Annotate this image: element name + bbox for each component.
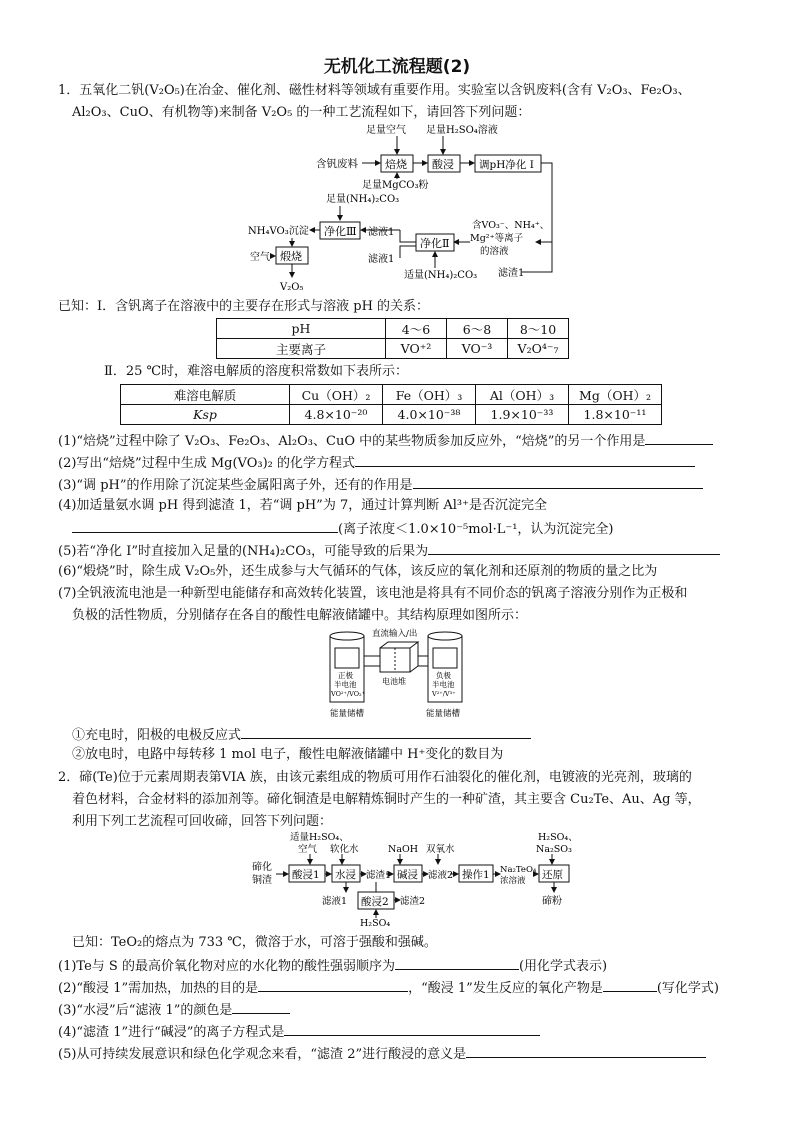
page-title: 无机化工流程题(2) bbox=[323, 57, 471, 77]
q1-sub-7a: (7)全钒液流电池是一种新型电能储存和高效转化装置，该电池是将具有不同价态的钒离子溶液分别作为正极和 bbox=[58, 586, 688, 601]
q2-reagent-1a: 适量H₂SO₄、 bbox=[290, 832, 349, 843]
answer-blank[interactable] bbox=[355, 453, 695, 467]
table-cell: VO⁻³ bbox=[447, 339, 508, 359]
q2-reagent-5a: H₂SO₄、 bbox=[538, 832, 578, 843]
flow-air2-label: 空气 bbox=[250, 252, 270, 263]
q2-sub-1-text: (1)Te与 S 的最高价氧化物对应的水化物的酸性强弱顺序为 bbox=[58, 959, 395, 974]
q1-intro-line2: Al₂O₃、CuO、有机物等)来制备 V₂O₅ 的一种工艺流程如下，请回答下列问题： bbox=[72, 105, 531, 120]
q1-sub-3 bbox=[58, 475, 703, 495]
q2-sub-3 bbox=[58, 1000, 290, 1020]
table-cell: 难溶电解质 bbox=[121, 385, 290, 405]
q2-sub-4 bbox=[58, 1022, 540, 1042]
q2-na2teo4-a: Na₂TeO₄ bbox=[500, 865, 537, 875]
q1-known-1: 已知：Ⅰ．含钒离子在溶液中的主要存在形式与溶液 pH 的关系： bbox=[58, 299, 430, 314]
flow-adjust-ph-label: 调pH净化 I bbox=[479, 159, 534, 171]
answer-blank[interactable] bbox=[466, 1044, 706, 1058]
q1-sub-1-text: (1)“焙烧”过程中除了 V₂O₃、Fe₂O₃、Al₂O₃、CuO 中的某些物质参加反应外，“焙烧”的另一个作用是 bbox=[58, 434, 646, 449]
battery-diagram bbox=[326, 626, 472, 722]
q1-sub-4: (4)加适量氨水调 pH 得到滤渣 1，若“调 pH”为 7，通过计算判断 Al³⁺是否沉淀完全 bbox=[58, 498, 547, 513]
left-tank-caption: 能量储槽 bbox=[330, 709, 365, 719]
answer-blank[interactable] bbox=[241, 725, 531, 739]
table-cell: 1.9×10⁻³³ bbox=[476, 405, 569, 425]
flow-h2so4-label: 足量H₂SO₄溶液 bbox=[426, 125, 498, 136]
flow-roast-label: 焙烧 bbox=[385, 158, 407, 171]
q2-res2-label: 滤渣2 bbox=[400, 896, 426, 907]
q1-sub-2-text: (2)写出“焙烧”过程中生成 Mg(VO₃)₂ 的化学方程式 bbox=[58, 456, 355, 471]
table-cell: 6～8 bbox=[447, 319, 508, 339]
ph-ion-table bbox=[216, 318, 569, 359]
table-cell: pH bbox=[217, 319, 386, 339]
left-tank-label-1: 正极 bbox=[338, 671, 353, 680]
q1-sub-7-1-text: ①充电时，阳极的电极反应式 bbox=[72, 728, 242, 743]
answer-blank[interactable] bbox=[232, 1000, 290, 1014]
q2-sub-2-tail: (写化学式) bbox=[656, 981, 719, 996]
flow-mgco3-label: 足量MgCO₃粉 bbox=[362, 180, 429, 191]
table-cell: Fe（OH）₃ bbox=[383, 385, 476, 405]
q1-sub-7b: 负极的活性物质，分别储存在各自的酸性电解液储罐中。其结构原理如图所示： bbox=[72, 608, 528, 623]
q2-sub-4-text: (4)“滤渣 1”进行“碱浸”的离子方程式是 bbox=[58, 1025, 285, 1040]
table-cell: Cu（OH）₂ bbox=[290, 385, 383, 405]
right-tank-label-3: V²⁺/V³⁺ bbox=[432, 690, 456, 698]
q2-flow-diagram bbox=[250, 830, 580, 928]
q2-water-label: 水浸 bbox=[335, 869, 356, 881]
q2-feed-a: 碲化 bbox=[252, 862, 272, 873]
q2-reagent-1b: 空气 bbox=[298, 844, 318, 855]
q1-sub-5-text: (5)若“净化 I”时直接加入足量的(NH₄)₂CO₃，可能导致的后果为 bbox=[58, 544, 429, 559]
q2-h2so4-label: H₂SO₄ bbox=[360, 918, 391, 928]
flow-nh4co3-bot: 适量(NH₄)₂CO₃ bbox=[404, 270, 478, 281]
cell-stack-label: 电池堆 bbox=[382, 677, 406, 686]
left-tank-label-2: 半电池 bbox=[334, 680, 357, 689]
left-tank-label-3: VO²⁺/VO₂⁺ bbox=[331, 690, 366, 698]
battery-dc-label: 直流输入/出 bbox=[372, 629, 418, 639]
answer-blank[interactable] bbox=[603, 978, 657, 992]
q2-sub-1-tail: (用化学式表示) bbox=[518, 959, 608, 974]
answer-blank[interactable] bbox=[72, 519, 338, 533]
q1-known-2: Ⅱ．25 ℃时，难溶电解质的溶度积常数如下表所示： bbox=[104, 364, 409, 379]
ksp-table bbox=[120, 384, 662, 425]
q2-leach1-label: 酸浸1 bbox=[292, 869, 320, 881]
q1-sub-4b bbox=[72, 519, 613, 539]
q2-intro-line3: 利用下列工艺流程可回收碲，回答下列问题： bbox=[72, 814, 333, 829]
q1-sub-3-text: (3)“调 pH”的作用除了沉淀某些金属阳离子外，还有的作用是 bbox=[58, 478, 413, 493]
q2-sub-2-mid: ，“酸浸 1”发生反应的氧化产物是 bbox=[408, 981, 603, 996]
flow-ion-sol-3: 的溶液 bbox=[480, 246, 509, 257]
q2-intro-line1: 2．碲(Te)位于元素周期表第VIA 族，由该元素组成的物质可用作石油裂化的催化剂，电镀液的光亮剂，玻璃的 bbox=[58, 770, 692, 785]
flow-residue1-label: 滤渣1 bbox=[498, 268, 525, 279]
flow-filtrate1b-label: 滤液1 bbox=[368, 254, 395, 265]
q2-reagent-2: 软化水 bbox=[330, 844, 359, 855]
answer-blank[interactable] bbox=[413, 475, 703, 489]
q2-sub-2-text: (2)“酸浸 1”需加热，加热的目的是 bbox=[58, 981, 259, 996]
q2-feed-b: 铜渣 bbox=[252, 875, 272, 886]
right-tank-label-2: 半电池 bbox=[432, 680, 455, 689]
q2-powder-label: 碲粉 bbox=[542, 896, 562, 907]
q1-sub-7-1 bbox=[72, 725, 531, 745]
table-cell: Al（OH）₃ bbox=[476, 385, 569, 405]
left-tank bbox=[330, 632, 365, 702]
q2-sub-5 bbox=[58, 1044, 706, 1064]
q2-known: 已知：TeO₂的熔点为 733 ℃，微溶于水，可溶于强酸和强碱。 bbox=[72, 935, 437, 950]
answer-blank[interactable] bbox=[258, 978, 408, 992]
q2-sub-3-text: (3)“水浸”后“滤液 1”的颜色是 bbox=[58, 1003, 233, 1018]
q1-intro-line1: 1．五氧化二钒(V₂O₅)在冶金、催化剂、磁性材料等领域有重要作用。实验室以含钒废料(含有 V₂O₃、Fe₂O₃、 bbox=[58, 83, 691, 98]
q2-fil1-label: 滤液1 bbox=[322, 896, 348, 907]
right-tank-caption: 能量储槽 bbox=[426, 709, 461, 719]
q1-sub-7-2: ②放电时，电路中每转移 1 mol 电子，酸性电解液储罐中 H⁺变化的数目为 bbox=[72, 747, 504, 762]
table-cell: 主要离子 bbox=[217, 339, 386, 359]
table-row bbox=[121, 385, 662, 405]
q2-reagent-3: NaOH bbox=[388, 844, 419, 855]
table-cell: 4.0×10⁻³⁸ bbox=[383, 405, 476, 425]
q2-sub-5-text: (5)从可持续发展意识和绿色化学观念来看，“滤渣 2”进行酸浸的意义是 bbox=[58, 1047, 467, 1062]
q1-sub-4b-text: (离子浓度＜1.0×10⁻⁵mol·L⁻¹，认为沉淀完全) bbox=[338, 522, 614, 537]
table-cell: Ksp bbox=[121, 405, 290, 425]
q2-op1-label: 操作1 bbox=[462, 869, 490, 881]
flow-filtrate1-label: 滤液1 bbox=[368, 227, 395, 238]
table-cell: VO⁺² bbox=[386, 339, 447, 359]
flow-purify2-label: 净化Ⅱ bbox=[420, 237, 450, 250]
flow-calcine-label: 煅烧 bbox=[280, 250, 302, 263]
q1-sub-6: (6)“煅烧”时，除生成 V₂O₅外，还生成参与大气循环的气体，该反应的氧化剂和还原剂的物质的量之比为 bbox=[58, 564, 658, 579]
q2-reagent-4: 双氧水 bbox=[426, 844, 455, 855]
table-cell: 4.8×10⁻²⁰ bbox=[290, 405, 383, 425]
flow-nh4vo3-label: NH₄VO₃沉淀 bbox=[248, 226, 309, 237]
q2-na2teo4-b: 浓溶液 bbox=[500, 876, 526, 886]
q1-sub-2 bbox=[58, 453, 695, 473]
q2-reagent-5b: Na₂SO₃ bbox=[536, 844, 572, 855]
table-cell: 1.8×10⁻¹¹ bbox=[569, 405, 662, 425]
q2-fil2-label: 滤液2 bbox=[428, 870, 454, 881]
answer-blank[interactable] bbox=[284, 1022, 540, 1036]
flow-acid-leach-label: 酸浸 bbox=[432, 158, 454, 171]
right-tank bbox=[428, 632, 462, 702]
flow-nh4co3-top: 足量(NH₄)₂CO₃ bbox=[326, 194, 400, 205]
q1-sub-1 bbox=[58, 431, 713, 451]
cell-stack bbox=[380, 642, 418, 686]
table-cell: V₂O⁴⁻₇ bbox=[508, 339, 569, 359]
q2-res1-label: 滤渣1 bbox=[366, 870, 392, 881]
q2-alk-label: 碱浸 bbox=[397, 869, 418, 881]
table-row bbox=[121, 405, 662, 425]
answer-blank[interactable] bbox=[395, 956, 519, 970]
flow-ion-sol-1: 含VO₃⁻、NH₄⁺、 bbox=[472, 220, 550, 231]
q2-intro-line2: 着色材料，合金材料的添加剂等。碲化铜渣是电解精炼铜时产生的一种矿渣，其主要含 Cu₂Te、Au、Ag 等， bbox=[72, 792, 701, 807]
q1-sub-5 bbox=[58, 541, 720, 561]
q2-reduce-label: 还原 bbox=[542, 869, 563, 881]
table-cell: 4～6 bbox=[386, 319, 447, 339]
flow-air-label: 足量空气 bbox=[366, 125, 406, 136]
flow-feed-label: 含钒废料 bbox=[316, 158, 358, 170]
answer-blank[interactable] bbox=[428, 541, 720, 555]
table-row bbox=[217, 319, 569, 339]
table-row bbox=[217, 339, 569, 359]
q2-sub-1 bbox=[58, 956, 607, 976]
q2-sub-2 bbox=[58, 978, 719, 998]
flow-product-label: V₂O₅ bbox=[280, 282, 304, 293]
q1-flow-diagram bbox=[240, 122, 560, 298]
table-cell: 8～10 bbox=[508, 319, 569, 339]
flow-purify3-label: 净化Ⅲ bbox=[324, 225, 357, 238]
answer-blank[interactable] bbox=[645, 431, 713, 445]
q2-leach2-label: 酸浸2 bbox=[361, 896, 389, 908]
flow-ion-sol-2: Mg²⁺等离子 bbox=[470, 233, 524, 244]
right-tank-label-1: 负极 bbox=[436, 671, 451, 680]
table-cell: Mg（OH）₂ bbox=[569, 385, 662, 405]
